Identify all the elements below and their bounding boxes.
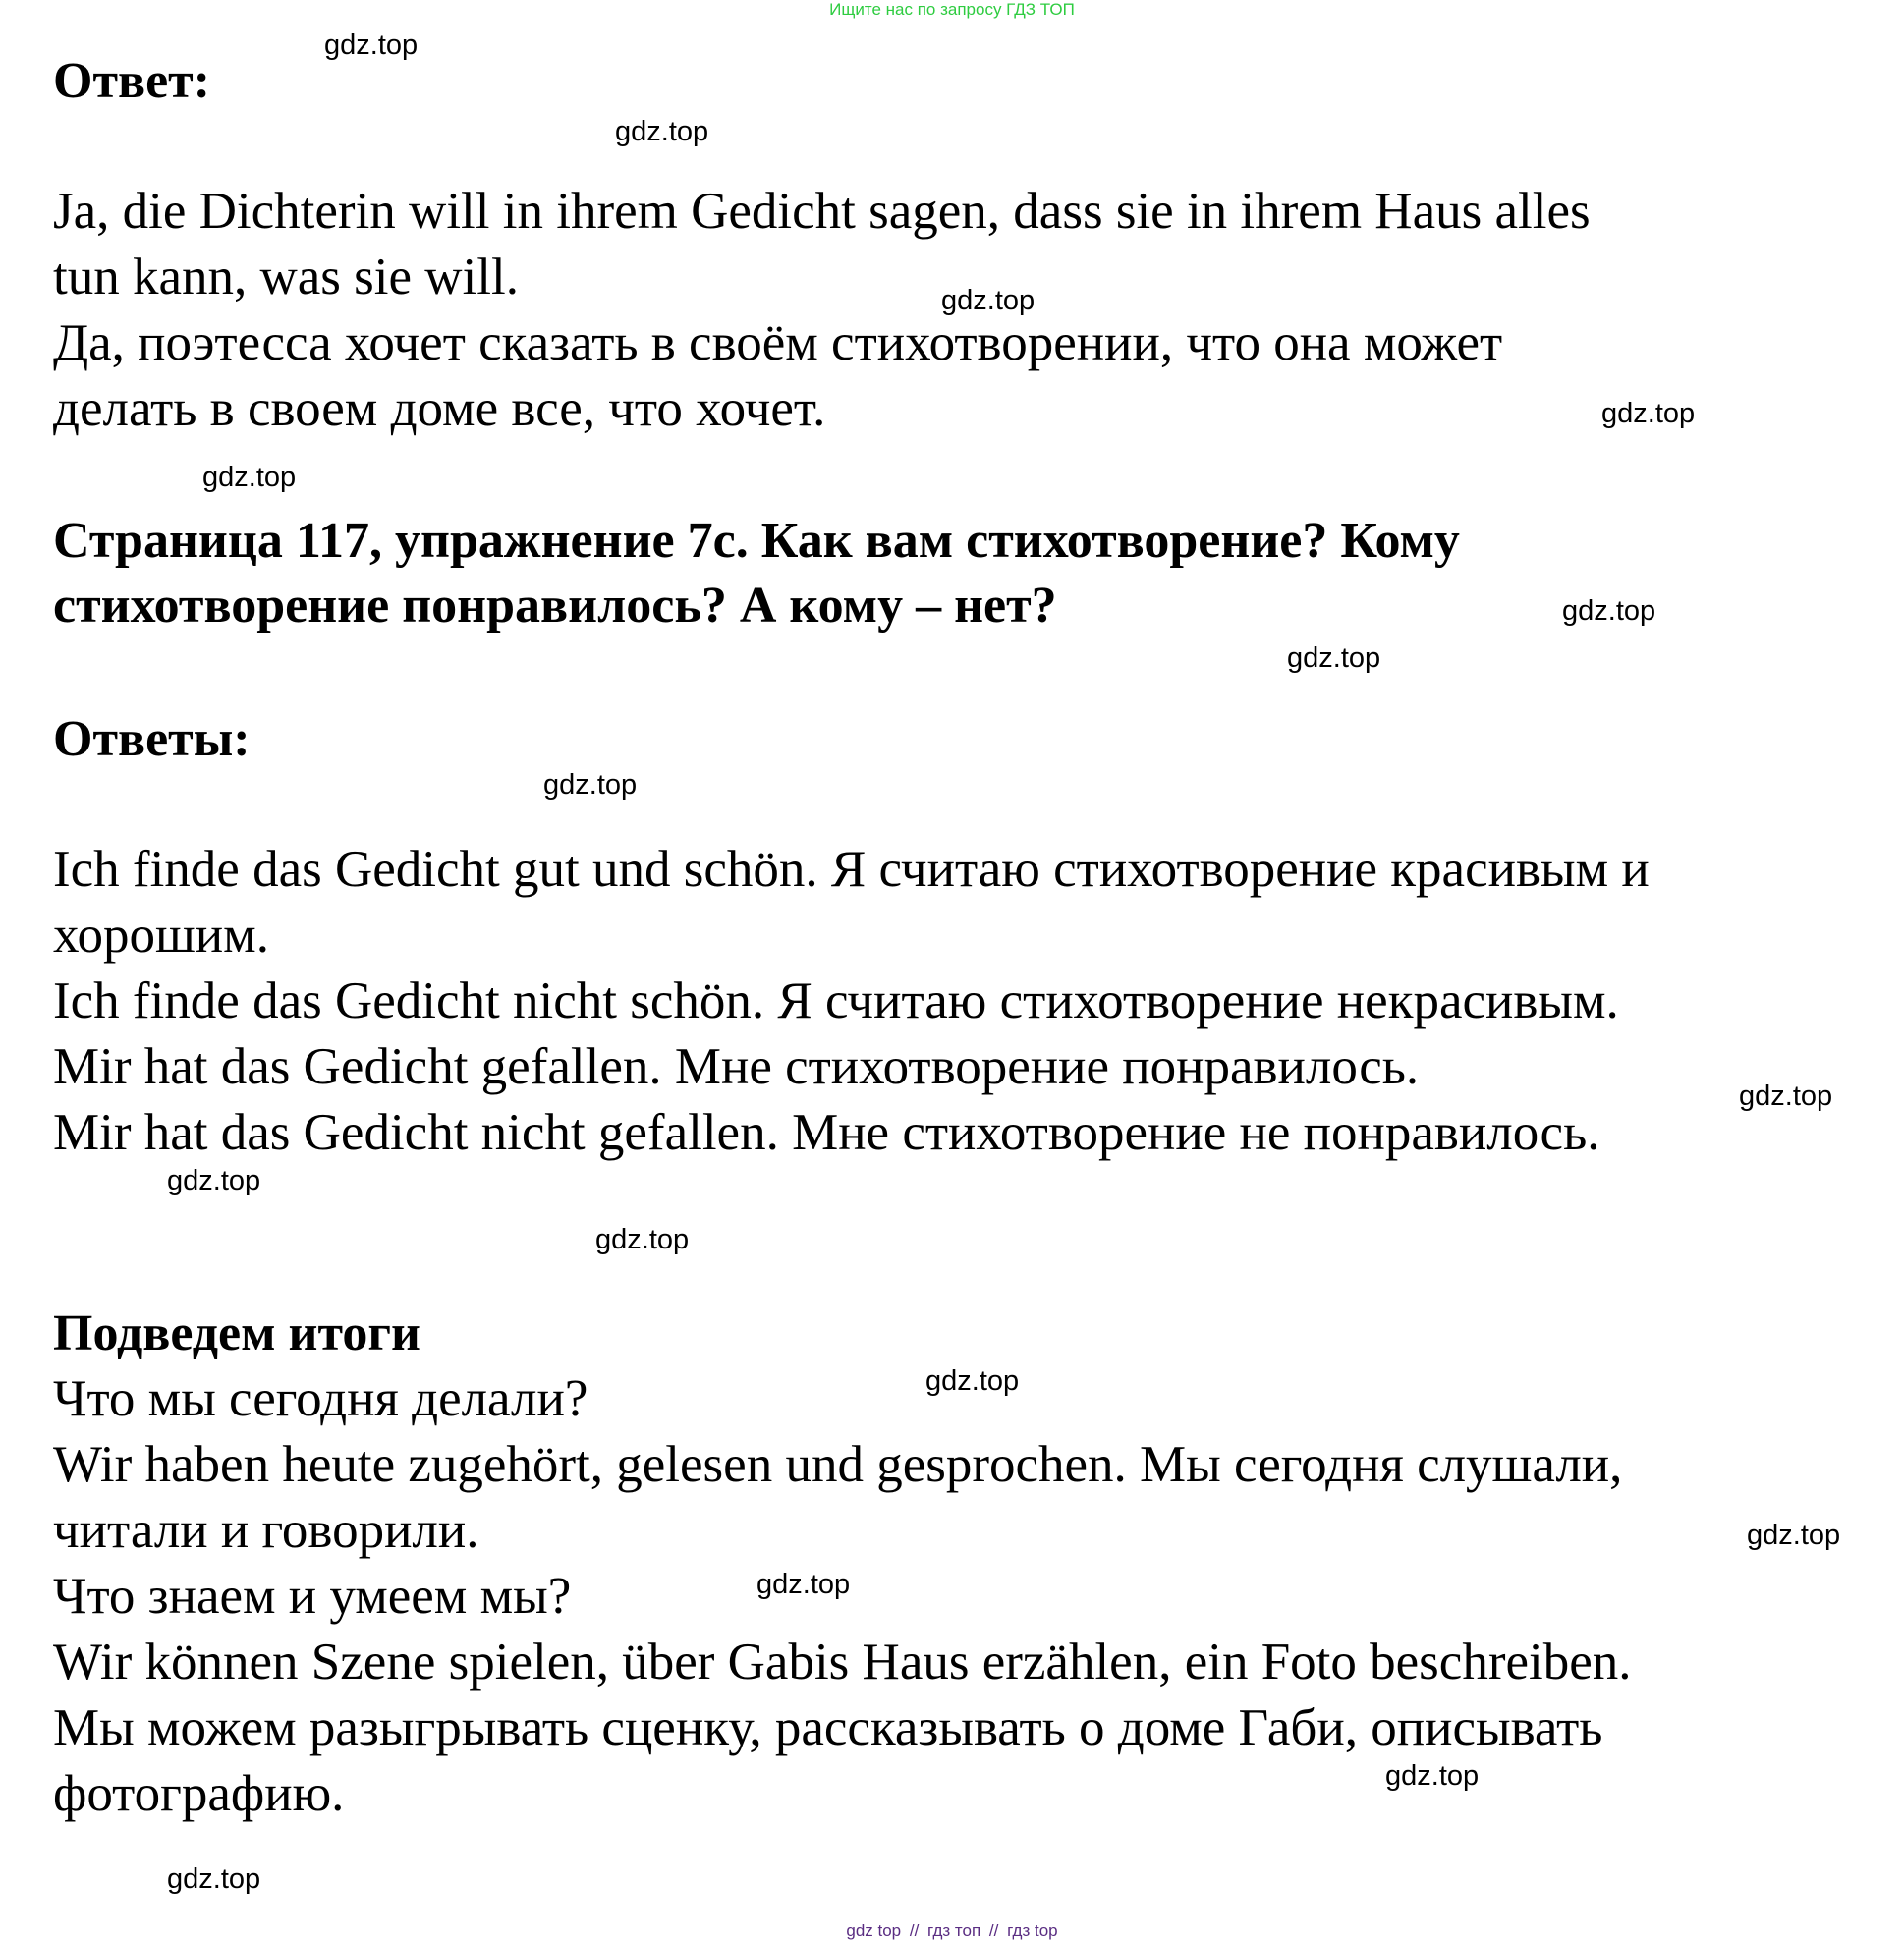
answers-line: Mir hat das Gedicht gefallen. Мне стихотворение понравилось. <box>53 1038 1420 1095</box>
answers-line: Ich finde das Gedicht gut und schön. Я считаю стихотворение красивым и <box>53 841 1650 898</box>
footer-separator: // <box>909 1921 920 1940</box>
watermark: gdz.top <box>167 1165 261 1196</box>
watermark: gdz.top <box>1739 1081 1833 1112</box>
answers-line: Mir hat das Gedicht nicht gefallen. Мне стихотворение не понравилось. <box>53 1104 1600 1161</box>
search-banner: Ищите нас по запросу ГДЗ ТОП <box>829 0 1075 19</box>
summary-line: Что мы сегодня делали? <box>53 1370 588 1427</box>
watermark: gdz.top <box>756 1569 851 1600</box>
summary-line: читали и говорили. <box>53 1502 479 1559</box>
summary-line: фотографию. <box>53 1765 345 1822</box>
footer-link[interactable]: gdz top <box>846 1921 902 1940</box>
watermark: gdz.top <box>1385 1760 1480 1792</box>
answers-paragraph <box>53 837 1650 1166</box>
watermark: gdz.top <box>941 285 1036 316</box>
summary-heading: Подведем итоги <box>53 1305 420 1361</box>
watermark: gdz.top <box>595 1224 690 1255</box>
footer-link[interactable]: гдз top <box>1007 1921 1058 1940</box>
watermark: gdz.top <box>324 29 419 61</box>
watermark: gdz.top <box>202 462 297 493</box>
watermark: gdz.top <box>167 1863 261 1895</box>
answer-paragraph <box>53 179 1591 442</box>
footer-separator: // <box>988 1921 999 1940</box>
answers-line: Ich finde das Gedicht nicht schön. Я считаю стихотворение некрасивым. <box>53 972 1619 1029</box>
watermark: gdz.top <box>1562 595 1656 627</box>
watermark: gdz.top <box>1287 642 1381 674</box>
watermark: gdz.top <box>1747 1520 1841 1551</box>
footer-link[interactable]: гдз топ <box>927 1921 981 1940</box>
summary-line: Что знаем и умеем мы? <box>53 1568 572 1625</box>
summary-line: Wir können Szene spielen, über Gabis Haus erzählen, ein Foto beschreiben. <box>53 1634 1632 1691</box>
task-heading <box>53 509 1460 638</box>
footer-links <box>0 1921 1904 1941</box>
answer-line: tun kann, was sie will. <box>53 249 519 305</box>
answers-heading: Ответы: <box>53 711 251 767</box>
watermark: gdz.top <box>1601 398 1696 429</box>
task-heading-line: стихотворение понравилось? А кому – нет? <box>53 578 1057 634</box>
watermark: gdz.top <box>543 769 638 801</box>
task-heading-line: Страница 117, упражнение 7c. Как вам стихотворение? Кому <box>53 513 1460 569</box>
answers-line: хорошим. <box>53 907 269 964</box>
summary-line: Мы можем разыгрывать сценку, рассказывать о доме Габи, описывать <box>53 1699 1603 1756</box>
answer-line: делать в своем доме все, что хочет. <box>53 380 826 437</box>
answer-line: Да, поэтесса хочет сказать в своём стихотворении, что она может <box>53 314 1503 371</box>
answer-line: Ja, die Dichterin will in ihrem Gedicht sagen, dass sie in ihrem Haus alles <box>53 183 1591 240</box>
answer-heading: Ответ: <box>53 53 211 109</box>
summary-line: Wir haben heute zugehört, gelesen und gesprochen. Мы сегодня слушали, <box>53 1436 1623 1493</box>
watermark: gdz.top <box>615 116 709 147</box>
watermark: gdz.top <box>925 1365 1020 1397</box>
